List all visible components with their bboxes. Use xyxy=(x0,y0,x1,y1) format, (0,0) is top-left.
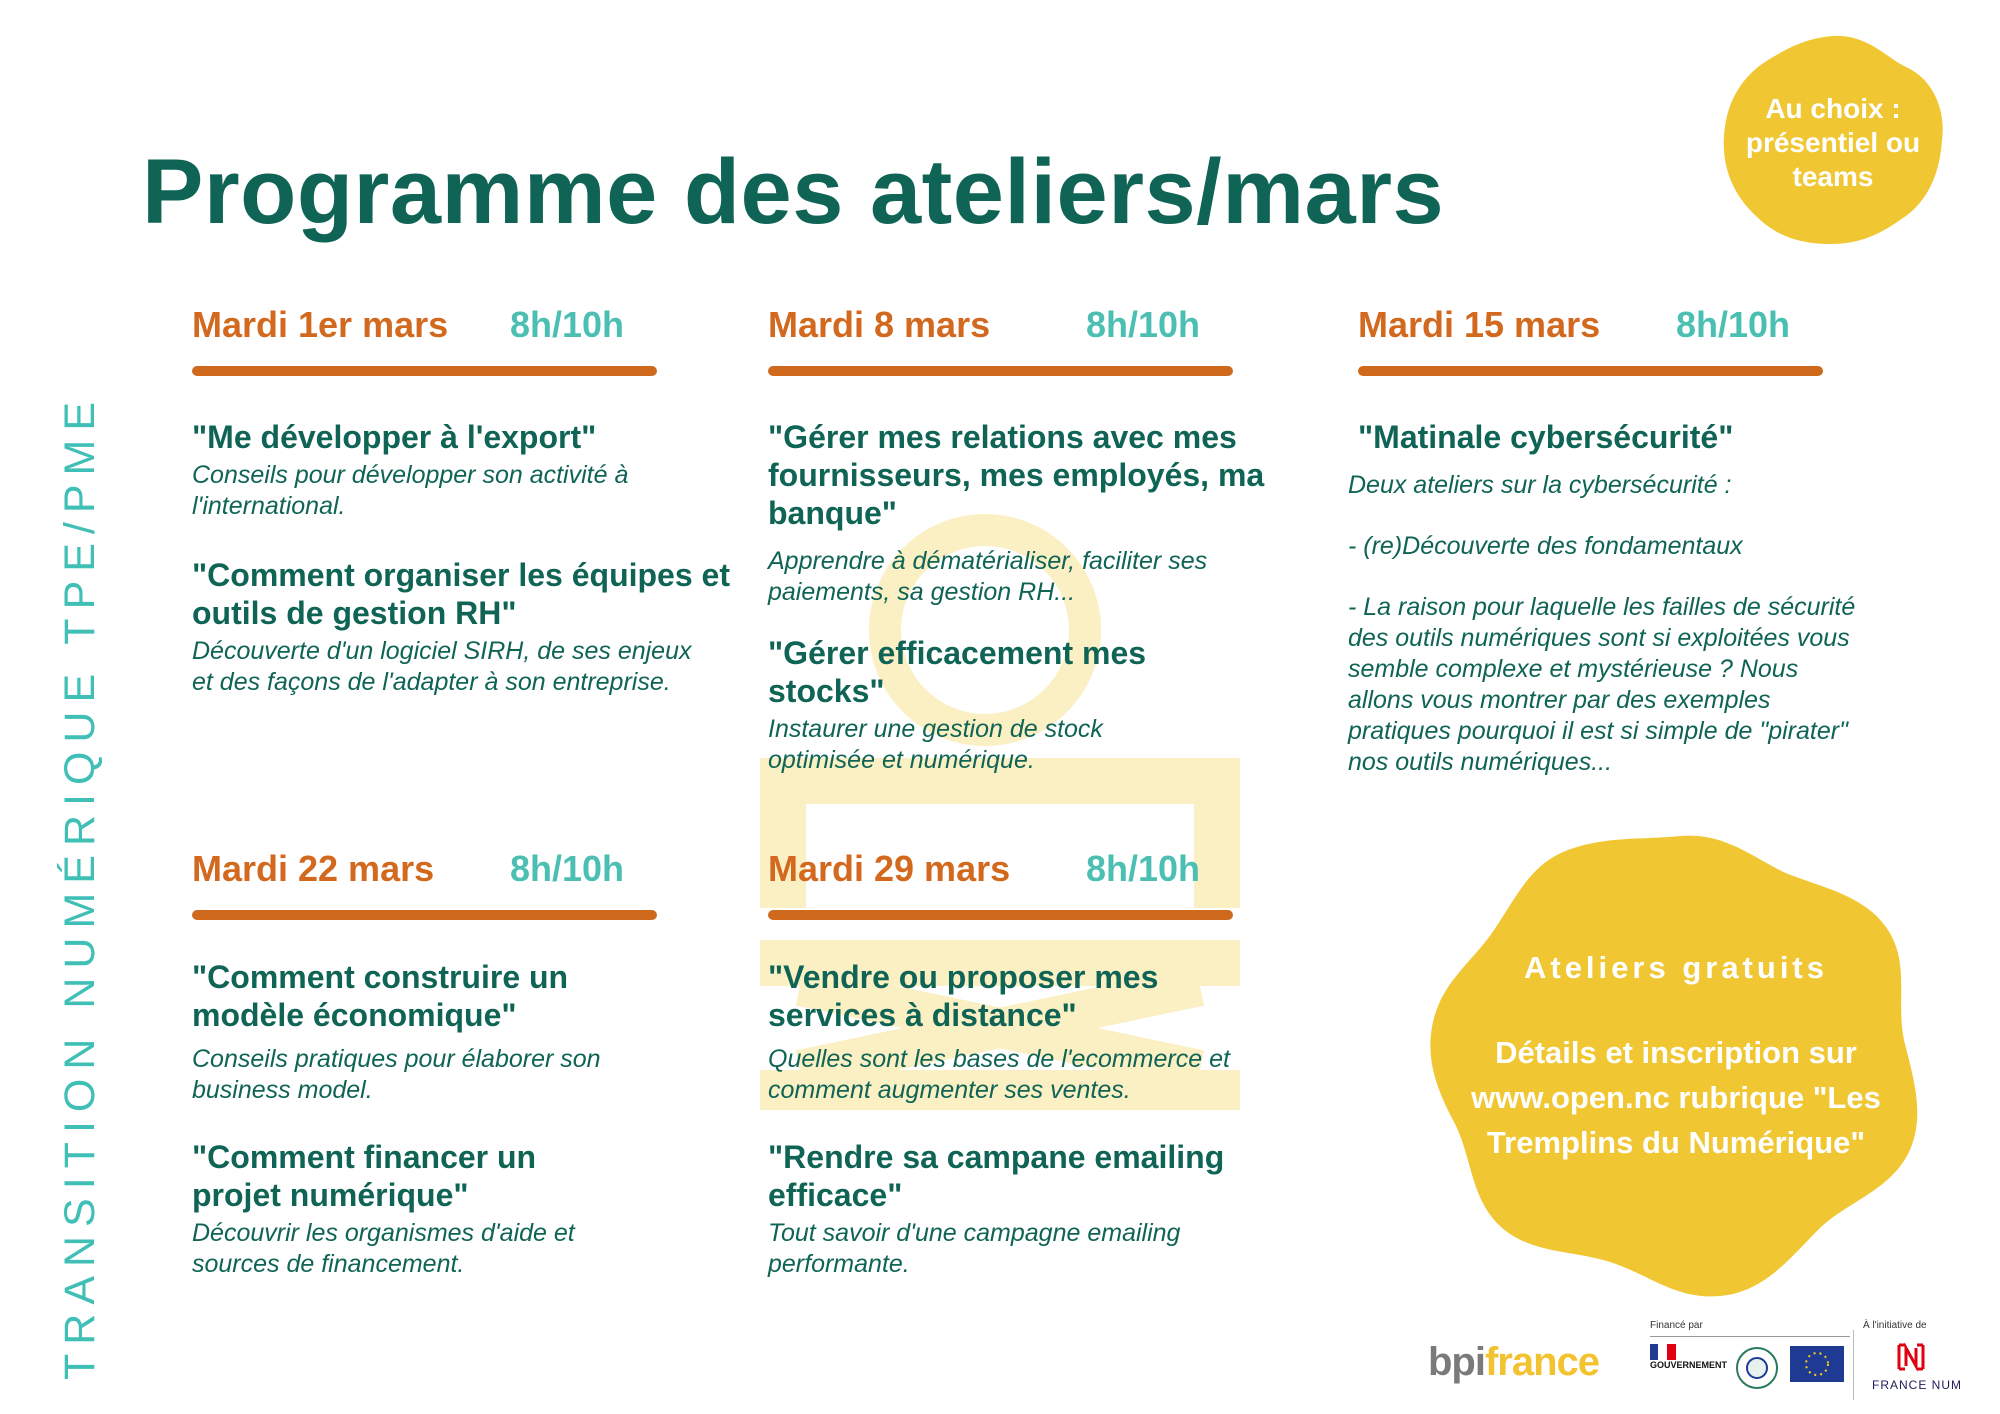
bpifrance-logo-part2: france xyxy=(1484,1340,1600,1384)
divider-line xyxy=(1650,1336,1850,1338)
session-time: 8h/10h xyxy=(1086,304,1201,345)
session-date-row xyxy=(192,304,448,346)
session-card xyxy=(1348,304,1878,824)
session-date: Mardi 29 mars xyxy=(768,848,1011,889)
workshop-title: "Comment organiser les équipes et outils de gestion RH" xyxy=(192,557,730,631)
session-card xyxy=(768,304,1308,784)
workshop-item xyxy=(768,1138,1308,1280)
session-time: 8h/10h xyxy=(1676,304,1791,345)
workshop-item xyxy=(192,556,752,698)
registration-details: Détails et inscription sur www.open.nc rubrique "Les Tremplins du Numérique" xyxy=(1471,1035,1881,1160)
free-workshops-badge xyxy=(1426,830,1926,1300)
workshop-list-item: - La raison pour laquelle les failles de sécurité des outils numériques sont si exploitées vous semble complexe et mystérieuse ? Nous allons vous montrer par des exemples pratiques pourquoi il est si simple de "pirater" nos outils numériques... xyxy=(1348,593,1856,776)
session-card xyxy=(192,304,752,764)
workshop-description: Découverte d'un logiciel SIRH, de ses enjeux et des façons de l'adapter à son entreprise. xyxy=(192,637,692,696)
session-divider xyxy=(768,366,1233,376)
session-date-row xyxy=(768,848,1010,890)
workshop-item xyxy=(1348,418,1868,778)
workshop-description: Quelles sont les bases de l'ecommerce et comment augmenter ses ventes. xyxy=(768,1045,1230,1104)
workshop-description: Conseils pour développer son activité à l'international. xyxy=(192,461,629,520)
french-flag-icon xyxy=(1650,1344,1676,1360)
session-divider xyxy=(192,910,657,920)
workshop-title: "Vendre ou proposer mes services à distance" xyxy=(768,959,1159,1033)
workshop-title: "Gérer efficacement mes stocks" xyxy=(768,635,1147,709)
vertical-divider xyxy=(1853,1330,1855,1400)
workshop-title: "Gérer mes relations avec mes fournisseurs, mes employés, ma banque" xyxy=(768,419,1265,531)
session-card xyxy=(768,848,1308,1288)
workshop-description: Conseils pratiques pour élaborer son business model. xyxy=(192,1045,601,1104)
page-title: Programme des ateliers/mars xyxy=(142,141,1445,243)
partner-logos xyxy=(1420,1320,1990,1410)
session-time: 8h/10h xyxy=(1086,848,1201,889)
workshop-item xyxy=(192,958,732,1106)
session-date: Mardi 8 mars xyxy=(768,304,991,345)
side-vertical-label: TRANSITION NUMÉRIQUE TPE/PME xyxy=(56,392,104,1380)
workshop-description: Instaurer une gestion de stock optimisée et numérique. xyxy=(768,715,1103,774)
workshop-item xyxy=(768,958,1308,1106)
initiative-label: À l'initiative de xyxy=(1863,1320,1927,1331)
session-date-row xyxy=(192,848,434,890)
workshop-description: Apprendre à dématérialiser, faciliter ses paiements, sa gestion RH... xyxy=(768,547,1208,606)
workshop-title: "Matinale cybersécurité" xyxy=(1358,419,1734,455)
session-time: 8h/10h xyxy=(510,848,625,889)
france-relance-logo-icon xyxy=(1735,1346,1779,1390)
session-date: Mardi 1er mars xyxy=(192,304,449,345)
workshop-title: "Rendre sa campane emailing efficace" xyxy=(768,1139,1225,1213)
government-label: GOUVERNEMENT xyxy=(1650,1360,1728,1370)
workshop-title: "Comment financer un projet numérique" xyxy=(192,1139,537,1213)
workshop-item xyxy=(768,418,1308,608)
session-date-row xyxy=(768,304,990,346)
format-choice-badge xyxy=(1718,30,1948,250)
free-workshops-heading: Ateliers gratuits xyxy=(1523,950,1828,985)
workshop-description: Tout savoir d'une campagne emailing performante. xyxy=(768,1219,1181,1278)
workshop-list-item: - (re)Découverte des fondamentaux xyxy=(1348,532,1743,560)
session-divider xyxy=(192,366,657,376)
workshop-title: "Comment construire un modèle économique" xyxy=(192,959,569,1033)
session-divider xyxy=(1358,366,1823,376)
workshop-item xyxy=(192,1138,732,1280)
workshop-description: Deux ateliers sur la cybersécurité : xyxy=(1348,471,1732,499)
bpifrance-logo-part1: bpi xyxy=(1428,1340,1485,1384)
france-num-label: FRANCE NUM xyxy=(1872,1378,1962,1392)
format-choice-text: Au choix : présentiel ou teams xyxy=(1745,93,1921,192)
eu-flag-icon xyxy=(1790,1346,1844,1382)
session-date-row xyxy=(1358,304,1600,346)
session-card xyxy=(192,848,732,1288)
session-time: 8h/10h xyxy=(510,304,625,345)
workshop-description: Découvrir les organismes d'aide et sources de financement. xyxy=(192,1219,575,1278)
session-date: Mardi 15 mars xyxy=(1358,304,1601,345)
session-divider xyxy=(768,910,1233,920)
session-date: Mardi 22 mars xyxy=(192,848,435,889)
workshop-item xyxy=(192,418,752,522)
workshop-title: "Me développer à l'export" xyxy=(192,419,597,455)
france-num-logo-icon xyxy=(1896,1342,1926,1372)
bpifrance-logo xyxy=(1428,1340,1599,1385)
financed-by-label: Financé par xyxy=(1650,1320,1703,1331)
workshop-item xyxy=(768,634,1308,776)
